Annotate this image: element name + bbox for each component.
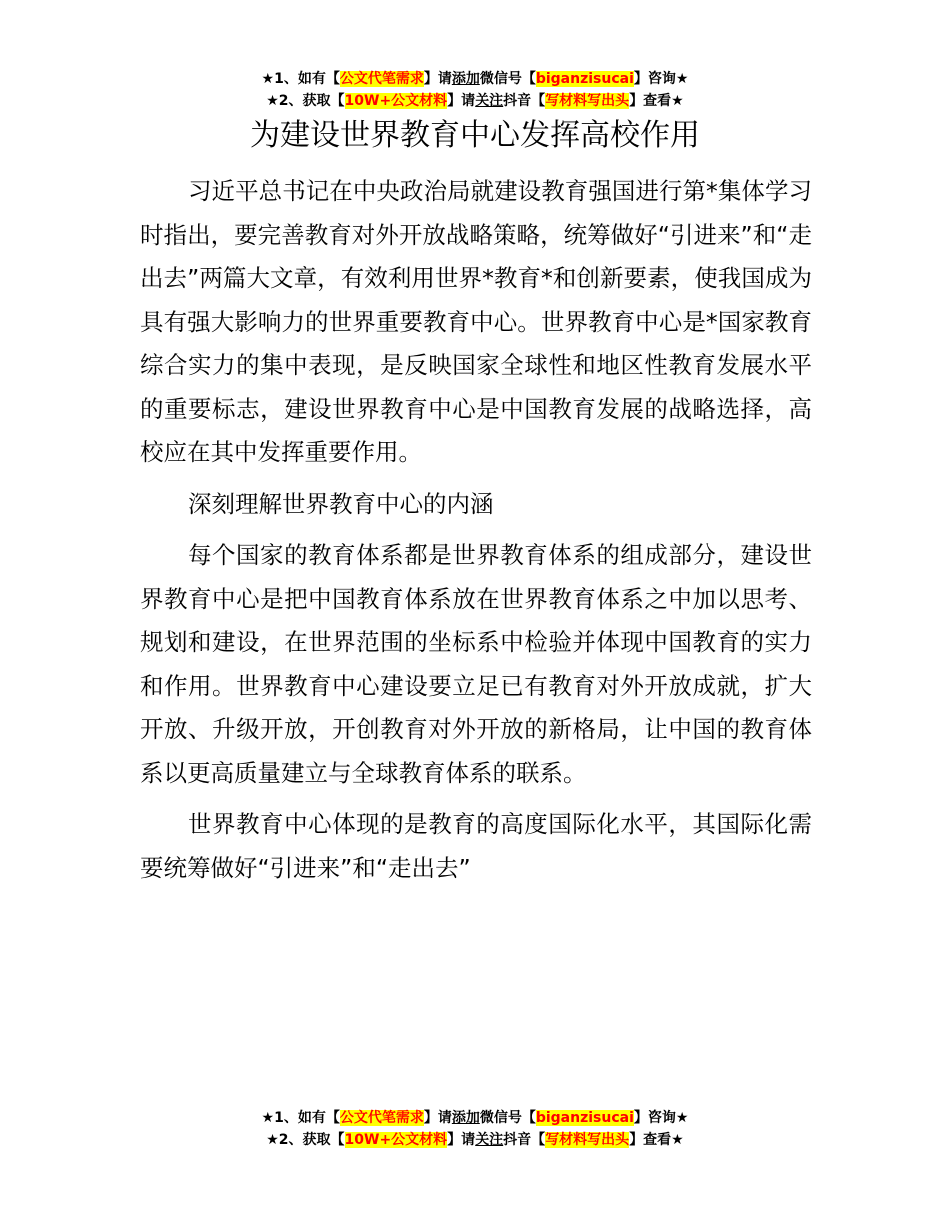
- banner-line-1: [0, 68, 950, 90]
- highlight-materials: 10W+公文材料: [344, 93, 448, 109]
- header-banner: [0, 68, 950, 112]
- banner-text: 微信号【: [479, 71, 536, 87]
- banner-line-1: [0, 1107, 950, 1129]
- document-title: 为建设世界教育中心发挥高校作用: [250, 118, 700, 153]
- banner-text: 】查看★: [629, 1132, 684, 1148]
- banner-text: ★2、获取【: [266, 1132, 345, 1148]
- banner-underlined-text: 添加: [451, 1110, 480, 1126]
- banner-text: 】请: [423, 71, 452, 87]
- banner-underlined-text: 添加: [451, 71, 480, 87]
- highlight-douyin-account: 写材料写出头: [545, 1132, 630, 1148]
- highlight-materials: 10W+公文材料: [344, 1132, 448, 1148]
- paragraph-body-2: 世界教育中心体现的是教育的高度国际化水平，其国际化需要统筹做好“引进来”和“走出去”: [140, 810, 812, 882]
- banner-text: 微信号【: [479, 1110, 536, 1126]
- section-heading: 深刻理解世界教育中心的内涵: [188, 489, 494, 518]
- banner-text: 抖音【: [503, 93, 546, 109]
- banner-underlined-text: 关注: [475, 93, 504, 109]
- banner-text: 】查看★: [629, 93, 684, 109]
- banner-text: 】咨询★: [633, 71, 689, 87]
- highlight-wechat-id: biganzisucai: [535, 1110, 634, 1126]
- highlight-service: 公文代笔需求: [339, 1110, 424, 1126]
- paragraph-intro: 习近平总书记在中央政治局就建设教育强国进行第*集体学习时指出，要完善教育对外开放战略策略，统筹做好“引进来”和“走出去”两篇大文章，有效利用世界*教育*和创新要素，使我国成为具有强大影响力的世界重要教育中心。世界教育中心是*国家教育综合实力的集中表现，是反映国家全球性和地区性教育发展水平的重要标志，建设世界教育中心是中国教育发展的战略选择，高校应在其中发挥重要作用。: [140, 177, 812, 466]
- document-body: [140, 170, 812, 890]
- banner-line-2: [0, 90, 950, 112]
- paragraph-body: 每个国家的教育体系都是世界教育体系的组成部分，建设世界教育中心是把中国教育体系放在世界教育体系之中加以思考、规划和建设，在世界范围的坐标系中检验并体现中国教育的实力和作用。世界教育中心建设要立足已有教育对外开放成就，扩大开放、升级开放，开创教育对外开放的新格局，让中国的教育体系以更高质量建立与全球教育体系的联系。: [140, 541, 812, 787]
- banner-line-2: [0, 1129, 950, 1151]
- banner-text: 】请: [447, 93, 476, 109]
- banner-text: ★2、获取【: [266, 93, 345, 109]
- banner-text: ★1、如有【: [261, 1110, 340, 1126]
- banner-text: 】请: [447, 1132, 476, 1148]
- banner-underlined-text: 关注: [475, 1132, 504, 1148]
- banner-text: 】请: [423, 1110, 452, 1126]
- banner-text: ★1、如有【: [261, 71, 340, 87]
- highlight-service: 公文代笔需求: [339, 71, 424, 87]
- highlight-douyin-account: 写材料写出头: [545, 93, 630, 109]
- banner-text: 】咨询★: [633, 1110, 689, 1126]
- footer-banner: [0, 1107, 950, 1151]
- highlight-wechat-id: biganzisucai: [535, 71, 634, 87]
- banner-text: 抖音【: [503, 1132, 546, 1148]
